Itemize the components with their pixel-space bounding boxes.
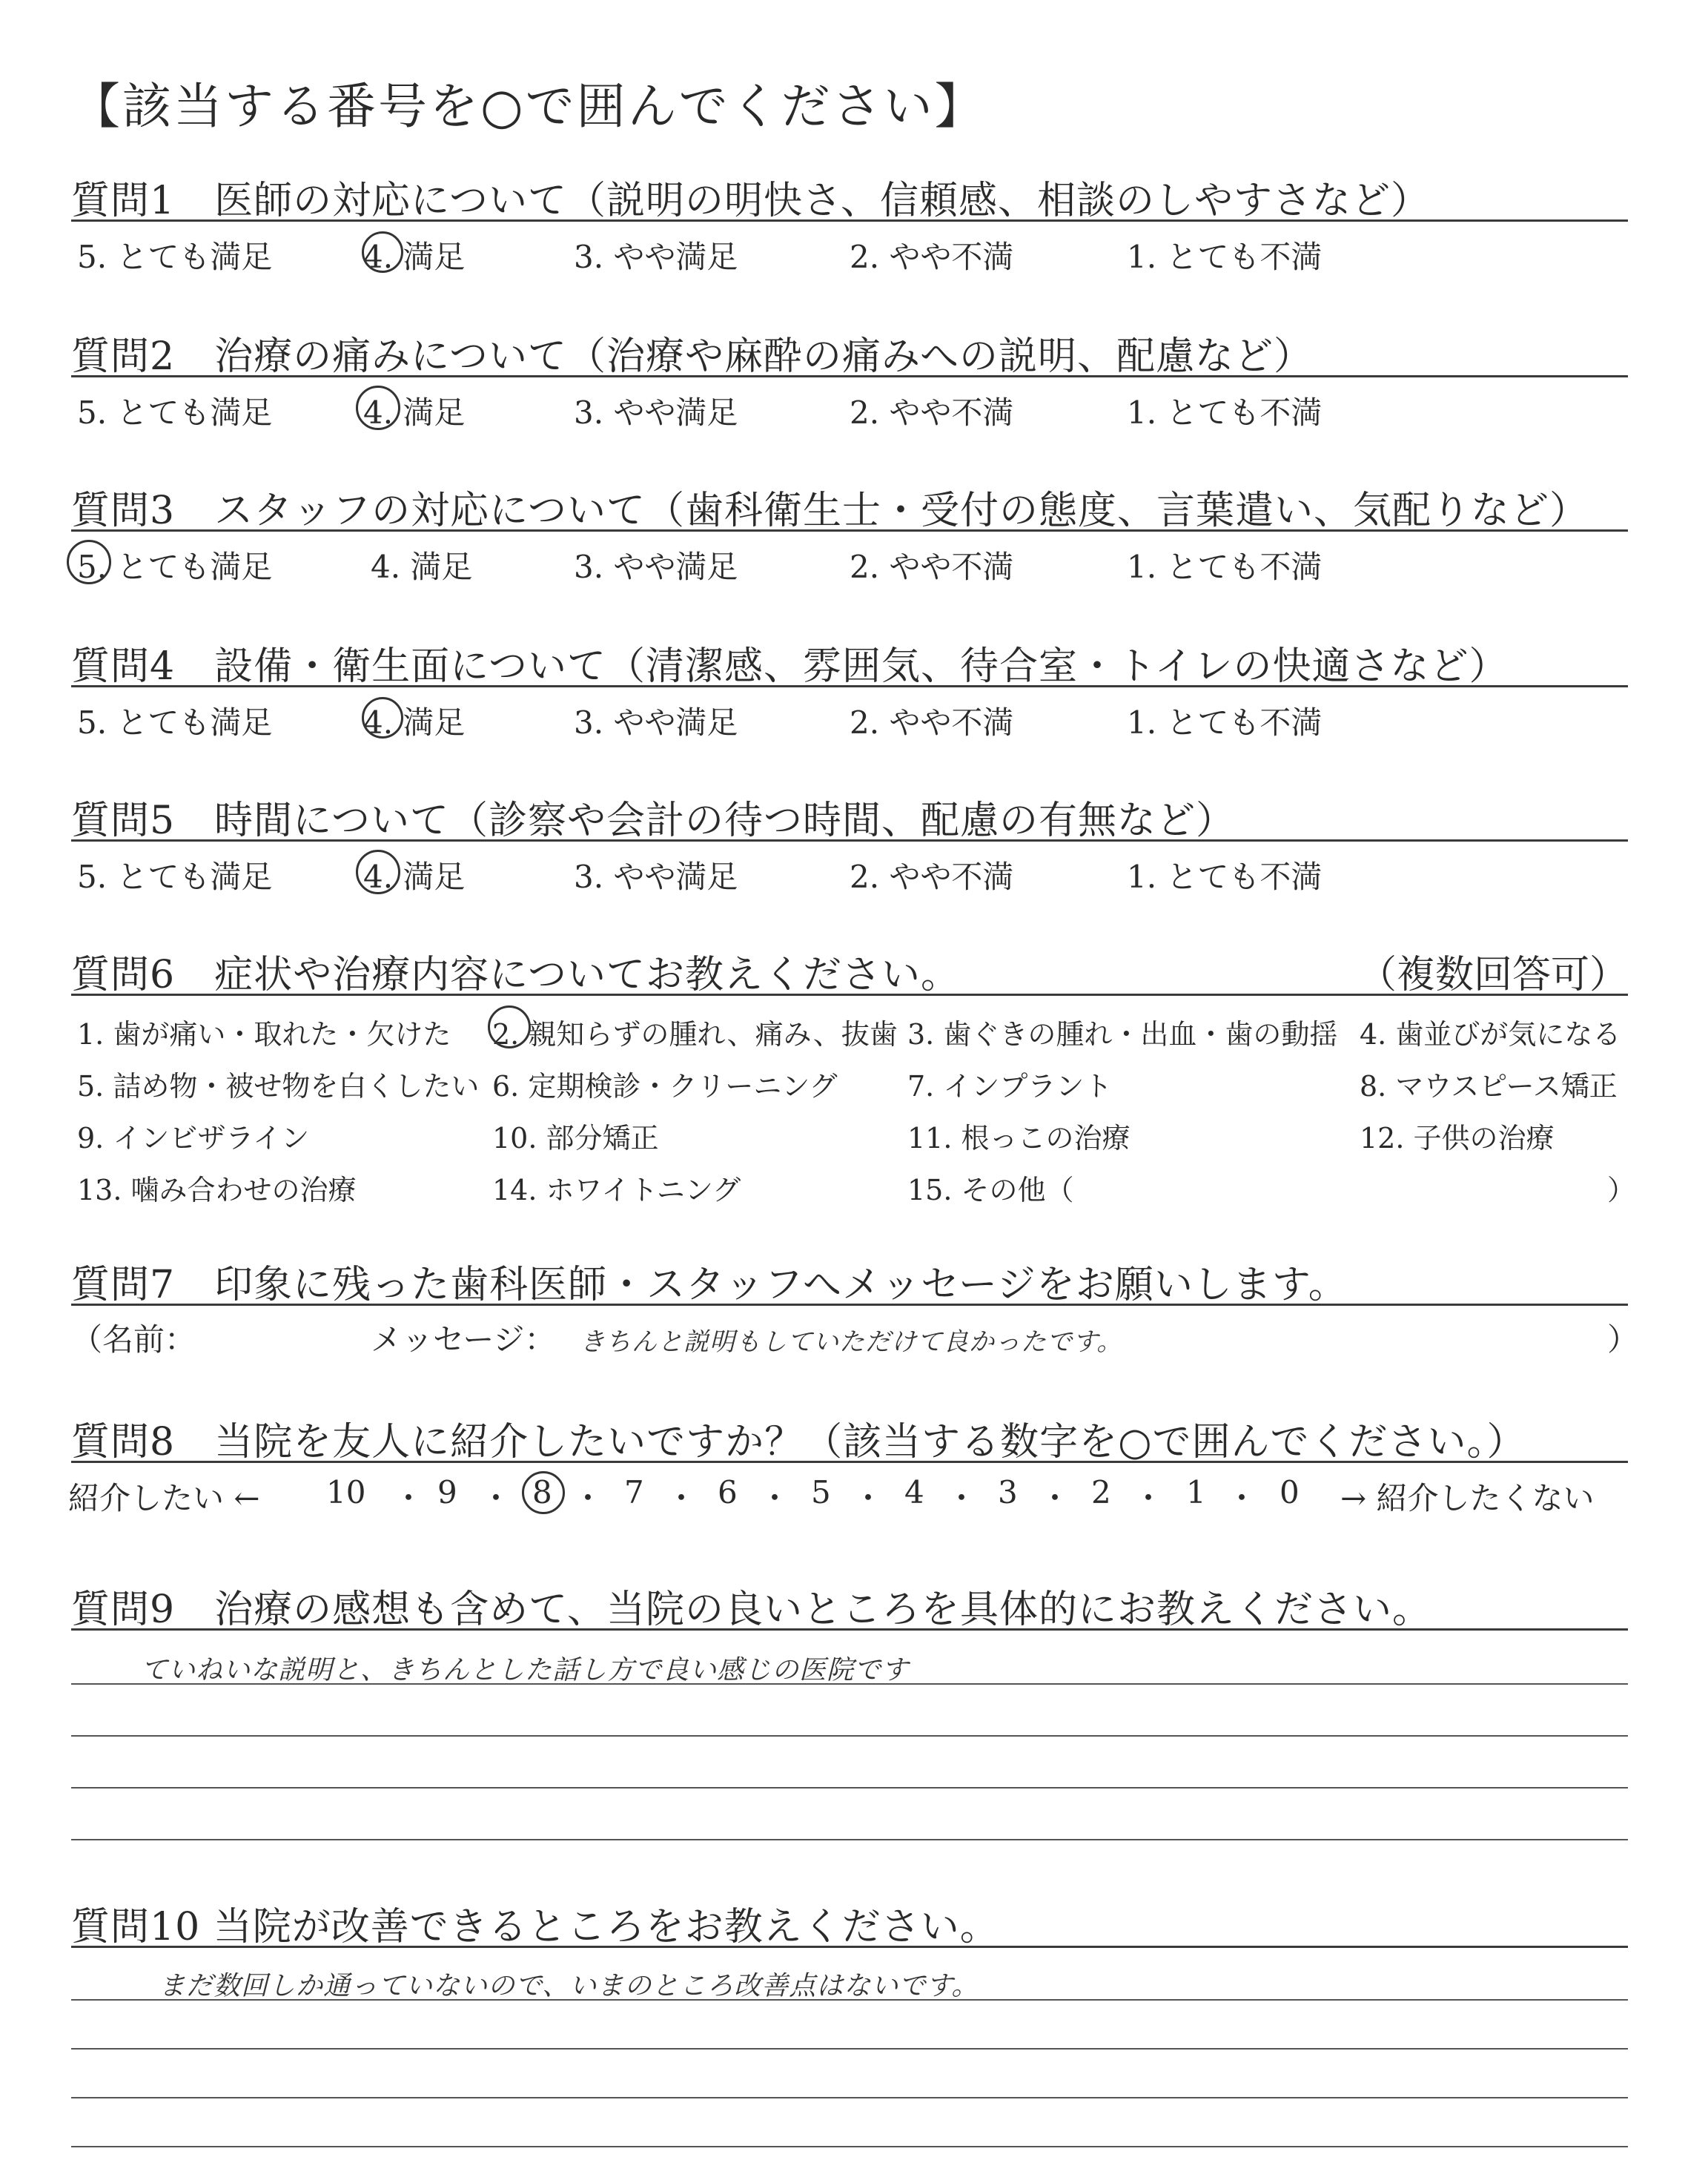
question-5-title: 質問5 時間について（診察や会計の待つ時間、配慮の有無など） (71, 799, 1236, 843)
q6-item-2[interactable]: 2. 親知らずの腫れ、痛み、抜歯 (492, 1018, 898, 1051)
q8-sep: ・ (853, 1480, 884, 1516)
q8-sep: ・ (480, 1480, 512, 1516)
q6-item-9[interactable]: 9. インビザライン (77, 1122, 310, 1155)
q1-selection-circle (362, 231, 403, 273)
q8-left-label: 紹介したい ← (68, 1480, 260, 1516)
q1-option-2[interactable]: 2. やや不満 (850, 239, 1014, 275)
q2-option-3[interactable]: 3. やや満足 (574, 394, 738, 431)
q9-writing-line (71, 1839, 1628, 1840)
q8-sep: ・ (1039, 1480, 1071, 1516)
question-6-title: 質問6 症状や治療内容についてお教えください。 (71, 953, 961, 997)
q3-option-3[interactable]: 3. やや満足 (574, 549, 738, 585)
q8-sep: ・ (759, 1480, 791, 1516)
q4-selection-circle (362, 697, 403, 739)
q8-scale-6[interactable]: 6 (718, 1474, 738, 1510)
question-8-title: 質問8 当院を友人に紹介したいですか？（該当する数字を○で囲んでください。） (71, 1420, 1526, 1464)
q10-writing-line (71, 1999, 1628, 2001)
q4-option-1[interactable]: 1. とても不満 (1127, 704, 1323, 741)
question-5-rule (71, 839, 1628, 842)
q7-message-answer[interactable]: きちんと説明もしていただけて良かったです。 (580, 1327, 1123, 1357)
q4-option-2[interactable]: 2. やや不満 (850, 704, 1014, 741)
question-7-rule (71, 1304, 1628, 1306)
q6-item-13[interactable]: 13. 噛み合わせの治療 (77, 1174, 357, 1206)
q8-scale-10[interactable]: 10 (326, 1474, 366, 1510)
q5-option-2[interactable]: 2. やや不満 (850, 859, 1014, 895)
q8-sep: ・ (946, 1480, 978, 1516)
q6-other-close-paren: ） (1607, 1174, 1636, 1206)
q3-option-5[interactable]: 5. とても満足 (77, 549, 273, 585)
q6-item-11[interactable]: 11. 根っこの治療 (907, 1122, 1131, 1155)
q4-option-5[interactable]: 5. とても満足 (77, 704, 273, 741)
question-10-title: 質問10 当院が改善できるところをお教えください。 (71, 1905, 999, 1949)
q6-item-8[interactable]: 8. マウスピース矯正 (1360, 1070, 1618, 1103)
q8-right-label: → 紹介したくない (1340, 1480, 1595, 1516)
q10-writing-line (71, 2146, 1628, 2147)
q5-option-4[interactable]: 4. 満足 (363, 859, 466, 895)
q1-option-4[interactable]: 4. 満足 (363, 239, 466, 275)
question-4-title: 質問4 設備・衛生面について（清潔感、雰囲気、待合室・トイレの快適さなど） (71, 644, 1509, 689)
q6-item-6[interactable]: 6. 定期検診・クリーニング (492, 1070, 838, 1103)
q2-option-4[interactable]: 4. 満足 (363, 394, 466, 431)
q4-option-3[interactable]: 3. やや満足 (574, 704, 738, 741)
q8-scale-7[interactable]: 7 (624, 1474, 644, 1510)
q2-option-2[interactable]: 2. やや不満 (850, 394, 1014, 431)
multiple-answers-note: （複数回答可） (1357, 953, 1628, 997)
question-2-title: 質問2 治療の痛みについて（治療や麻酔の痛みへの説明、配慮など） (71, 334, 1314, 379)
q8-scale-1[interactable]: 1 (1186, 1474, 1206, 1510)
q8-sep: ・ (666, 1480, 698, 1516)
q3-option-4[interactable]: 4. 満足 (371, 549, 473, 585)
q5-option-1[interactable]: 1. とても不満 (1127, 859, 1323, 895)
q8-selection-circle (522, 1471, 565, 1514)
q3-option-1[interactable]: 1. とても不満 (1127, 549, 1323, 585)
q10-writing-line (71, 2097, 1628, 2098)
q9-answer[interactable]: ていねいな説明と、きちんとした話し方で良い感じの医院です (141, 1655, 910, 1685)
question-6-rule (71, 994, 1628, 996)
q9-writing-line (71, 1735, 1628, 1737)
q5-option-5[interactable]: 5. とても満足 (77, 859, 273, 895)
q6-item-14[interactable]: 14. ホワイトニング (492, 1174, 741, 1206)
q1-option-5[interactable]: 5. とても満足 (77, 239, 273, 275)
q7-close-paren: ） (1607, 1321, 1639, 1358)
question-1-rule (71, 219, 1628, 222)
q8-scale-2[interactable]: 2 (1091, 1474, 1111, 1510)
q6-item-5[interactable]: 5. 詰め物・被せ物を白くしたい (77, 1070, 480, 1103)
q6-item-12[interactable]: 12. 子供の治療 (1360, 1122, 1555, 1155)
q8-sep: ・ (393, 1480, 425, 1516)
q10-writing-line (71, 2048, 1628, 2050)
question-3-rule (71, 529, 1628, 532)
q2-option-1[interactable]: 1. とても不満 (1127, 394, 1323, 431)
question-4-rule (71, 685, 1628, 687)
q8-scale-9[interactable]: 9 (437, 1474, 457, 1510)
q2-option-5[interactable]: 5. とても満足 (77, 394, 273, 431)
q8-scale-4[interactable]: 4 (904, 1474, 924, 1510)
q9-writing-line (71, 1683, 1628, 1685)
q6-item-1[interactable]: 1. 歯が痛い・取れた・欠けた (77, 1018, 451, 1051)
question-9-title: 質問9 治療の感想も含めて、当院の良いところを具体的にお教えください。 (71, 1588, 1432, 1632)
q9-writing-line (71, 1787, 1628, 1789)
question-1-title: 質問1 医師の対応について（説明の明快さ、信頼感、相談のしやすさなど） (71, 179, 1430, 223)
q6-item-7[interactable]: 7. インプラント (907, 1070, 1113, 1103)
q8-scale-8[interactable]: 8 (532, 1474, 552, 1510)
q6-item-10[interactable]: 10. 部分矯正 (492, 1122, 659, 1155)
q1-option-3[interactable]: 3. やや満足 (574, 239, 738, 275)
q7-message-label: メッセージ： (371, 1321, 556, 1358)
q8-sep: ・ (1133, 1480, 1165, 1516)
q6-item-15[interactable]: 15. その他（ (907, 1174, 1074, 1206)
q8-scale-5[interactable]: 5 (811, 1474, 831, 1510)
q4-option-4[interactable]: 4. 満足 (363, 704, 466, 741)
q8-sep: ・ (1226, 1480, 1258, 1516)
question-7-title: 質問7 印象に残った歯科医師・スタッフへメッセージをお願いします。 (71, 1263, 1348, 1307)
q3-selection-circle (67, 540, 111, 584)
q5-selection-circle (356, 850, 400, 894)
question-8-rule (71, 1461, 1628, 1463)
page-heading: 【該当する番号を○で囲んでください】 (71, 78, 986, 135)
q5-option-3[interactable]: 3. やや満足 (574, 859, 738, 895)
q6-item-3[interactable]: 3. 歯ぐきの腫れ・出血・歯の動揺 (907, 1018, 1338, 1051)
q6-item-4[interactable]: 4. 歯並びが気になる (1360, 1018, 1621, 1051)
q7-name-label: （名前： (71, 1321, 196, 1358)
q8-scale-0[interactable]: 0 (1280, 1474, 1300, 1510)
q6-selection-circle (488, 1005, 531, 1048)
question-10-rule (71, 1946, 1628, 1948)
question-3-title: 質問3 スタッフの対応について（歯科衛生士・受付の態度、言葉遣い、気配りなど） (71, 489, 1589, 533)
q8-scale-3[interactable]: 3 (998, 1474, 1018, 1510)
q8-sep: ・ (572, 1480, 604, 1516)
q10-answer[interactable]: まだ数回しか通っていないので、いまのところ改善点はないです。 (159, 1971, 979, 2001)
q2-selection-circle (356, 386, 400, 430)
question-2-rule (71, 375, 1628, 377)
q1-option-1[interactable]: 1. とても不満 (1127, 239, 1323, 275)
q3-option-2[interactable]: 2. やや不満 (850, 549, 1014, 585)
question-9-rule (71, 1628, 1628, 1631)
